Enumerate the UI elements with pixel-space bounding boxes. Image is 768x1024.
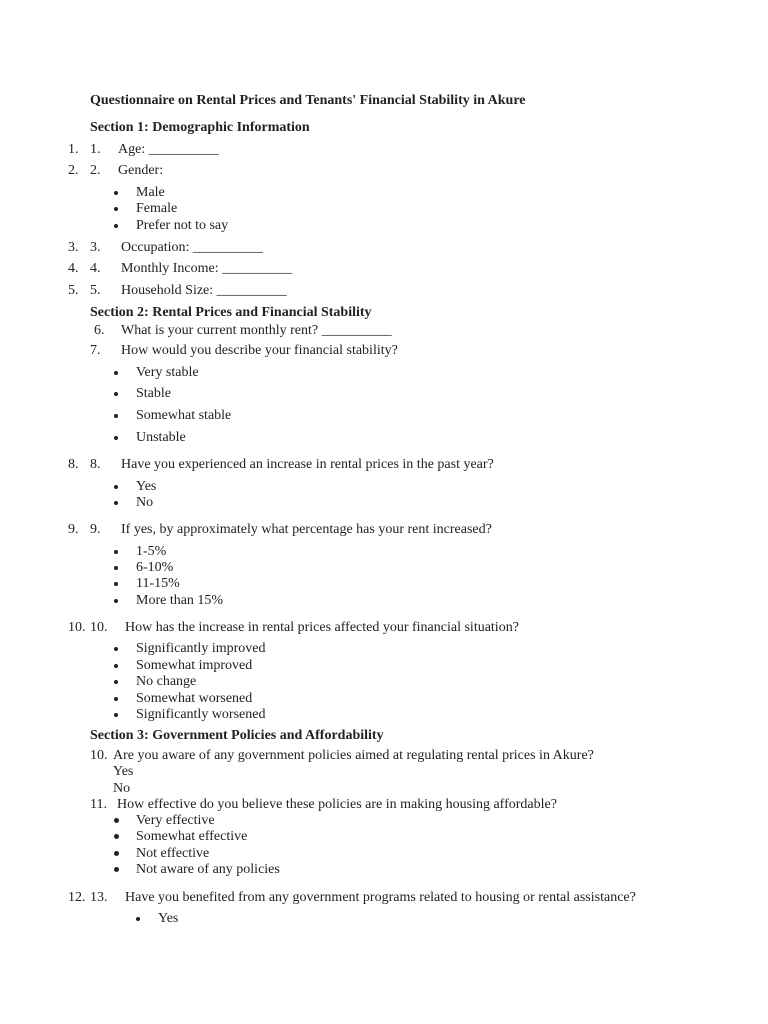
question-rent-impact: How has the increase in rental prices affected your financial situation?	[125, 620, 519, 635]
option-stable: Stable	[136, 386, 171, 401]
document-title: Questionnaire on Rental Prices and Tenants' Financial Stability in Akure	[90, 93, 526, 108]
list-number-inner: 10.	[90, 620, 108, 635]
option-somewhat-stable: Somewhat stable	[136, 408, 232, 423]
option-yes: Yes	[158, 911, 179, 926]
question-rent-percentage: If yes, by approximately what percentage has your rent increased?	[121, 522, 492, 537]
list-number-outer: 9.	[68, 522, 79, 537]
option-no: No	[113, 781, 131, 796]
section-3-heading: Section 3: Government Policies and Affordability	[90, 728, 384, 743]
question-rent-increase: Have you experienced an increase in rental prices in the past year?	[121, 457, 494, 472]
list-number-inner: 8.	[90, 457, 101, 472]
list-number: 10.	[90, 748, 108, 763]
question-policy-awareness: Are you aware of any government policies aimed at regulating rental prices in Akure?	[113, 748, 594, 763]
option-unstable: Unstable	[136, 430, 186, 445]
list-number: 6.	[94, 323, 105, 338]
option-6-10-percent: 6-10%	[136, 560, 174, 575]
option-no: No	[136, 495, 154, 510]
option-11-15-percent: 11-15%	[136, 576, 180, 591]
option-significantly-improved: Significantly improved	[136, 641, 266, 656]
option-prefer-not-to-say: Prefer not to say	[136, 218, 229, 233]
list-number-outer: 8.	[68, 457, 79, 472]
list-number-inner: 3.	[90, 240, 101, 255]
list-number: 11.	[90, 797, 107, 812]
list-number-outer: 1.	[68, 142, 79, 157]
option-somewhat-improved: Somewhat improved	[136, 658, 253, 673]
list-number-outer: 12.	[68, 890, 86, 905]
list-number-inner: 5.	[90, 283, 101, 298]
option-somewhat-worsened: Somewhat worsened	[136, 691, 253, 706]
list-number-inner: 2.	[90, 163, 101, 178]
list-number-inner: 1.	[90, 142, 101, 157]
list-number-outer: 10.	[68, 620, 86, 635]
list-number: 7.	[90, 343, 101, 358]
option-1-5-percent: 1-5%	[136, 544, 167, 559]
option-not-effective: Not effective	[136, 846, 210, 861]
option-significantly-worsened: Significantly worsened	[136, 707, 266, 722]
question-policy-effectiveness: How effective do you believe these policies are in making housing affordable?	[117, 797, 557, 812]
list-number-inner: 4.	[90, 261, 101, 276]
list-number-outer: 3.	[68, 240, 79, 255]
option-no-change: No change	[136, 674, 197, 689]
option-somewhat-effective: Somewhat effective	[136, 829, 248, 844]
option-very-effective: Very effective	[136, 813, 215, 828]
option-more-than-15-percent: More than 15%	[136, 593, 224, 608]
list-number-inner: 9.	[90, 522, 101, 537]
question-current-rent: What is your current monthly rent? __________	[121, 323, 392, 338]
list-number-outer: 2.	[68, 163, 79, 178]
question-household-size: Household Size: __________	[121, 283, 287, 298]
list-number-inner: 13.	[90, 890, 108, 905]
question-occupation: Occupation: __________	[121, 240, 263, 255]
option-very-stable: Very stable	[136, 365, 199, 380]
question-monthly-income: Monthly Income: __________	[121, 261, 293, 276]
option-yes: Yes	[136, 479, 157, 494]
section-2-heading: Section 2: Rental Prices and Financial Stability	[90, 305, 372, 320]
list-number-outer: 4.	[68, 261, 79, 276]
question-government-programs: Have you benefited from any government programs related to housing or rental assistance?	[125, 890, 636, 905]
section-1-heading: Section 1: Demographic Information	[90, 120, 310, 135]
option-female: Female	[136, 201, 178, 216]
question-gender: Gender:	[118, 163, 164, 178]
option-male: Male	[136, 185, 165, 200]
question-age: Age: __________	[118, 142, 219, 157]
question-financial-stability: How would you describe your financial stability?	[121, 343, 398, 358]
option-not-aware-of-policies: Not aware of any policies	[136, 862, 280, 877]
list-number-outer: 5.	[68, 283, 79, 298]
option-yes: Yes	[113, 764, 134, 779]
